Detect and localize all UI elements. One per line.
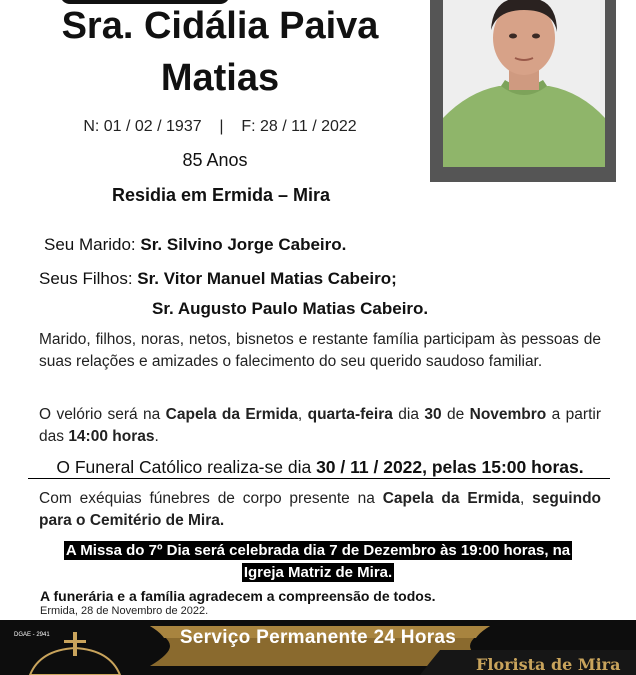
life-dates — [0, 118, 440, 136]
portrait-photo — [443, 0, 605, 167]
husband-label: Seu Marido: — [44, 235, 136, 254]
dgae-code: DGAE - 2941 — [14, 632, 50, 638]
child-name-2: Sr. Augusto Paulo Matias Cabeiro. — [152, 299, 429, 318]
funeral-text-part: O Funeral Católico realiza-se dia — [56, 457, 317, 477]
funeral-underline — [28, 478, 610, 479]
children-label: Seus Filhos: — [39, 269, 133, 288]
wake-month: Novembro — [469, 406, 547, 423]
wake-text-part: de — [441, 406, 470, 423]
age: 85 Anos — [182, 150, 248, 170]
husband-line — [44, 235, 346, 255]
children-line — [39, 269, 397, 289]
burial-cemetery: seguindo para o Cemitério de Mira. — [39, 490, 602, 529]
date-separator: | — [219, 118, 224, 135]
deceased-name-line2: Matias — [160, 57, 280, 99]
service-banner-text: Serviço Permanente 24 Horas — [179, 627, 457, 648]
wake-text — [39, 404, 601, 448]
florist-name: Florista de Mira — [476, 655, 621, 674]
funeral-text — [30, 457, 610, 478]
wake-location: Capela da Ermida — [165, 406, 298, 423]
wake-time: 14:00 horas — [68, 428, 155, 445]
husband-name: Sr. Silvino Jorge Cabeiro. — [140, 235, 347, 254]
dateline: Ermida, 28 de Novembro de 2022. — [40, 605, 209, 617]
wake-text-part: dia — [392, 406, 425, 423]
burial-text-part: Com exéquias fúnebres de corpo presente na — [39, 490, 383, 507]
child-name-1: Sr. Vitor Manuel Matias Cabeiro; — [137, 269, 397, 288]
burial-chapel: Capela da Ermida — [382, 490, 520, 507]
death-date: F: 28 / 11 / 2022 — [241, 118, 357, 135]
wake-text-part: O velório será na — [39, 406, 166, 423]
wake-weekday: quarta-feira — [307, 406, 393, 423]
wake-text-part: . — [154, 428, 159, 445]
child-line-2 — [152, 299, 428, 319]
wake-text-part: , — [297, 406, 308, 423]
birth-date: N: 01 / 02 / 1937 — [83, 118, 202, 135]
mass-line-2: Igreja Matriz de Mira. — [243, 564, 393, 581]
announcement-text: Marido, filhos, noras, netos, bisnetos e restante família participam às pessoas de suas relações e amizades o falecimento do seu querido saudoso familiar. — [39, 331, 601, 370]
thanks-text: A funerária e a família agradecem a compreensão de todos. — [40, 588, 436, 604]
wake-text-part: a partir das — [39, 406, 601, 445]
burial-text-part: , — [519, 490, 533, 507]
deceased-name-line1: Sra. Cidália Paiva — [61, 5, 379, 47]
funeral-date-time: 30 / 11 / 2022, pelas 15:00 horas. — [316, 457, 584, 477]
burial-text — [39, 488, 601, 532]
residence: Residia em Ermida – Mira — [111, 185, 331, 205]
wake-day: 30 — [424, 406, 442, 423]
mass-line-1: A Missa do 7º Dia será celebrada dia 7 de Dezembro às 19:00 horas, na — [65, 542, 571, 559]
mass-announcement — [0, 540, 636, 584]
